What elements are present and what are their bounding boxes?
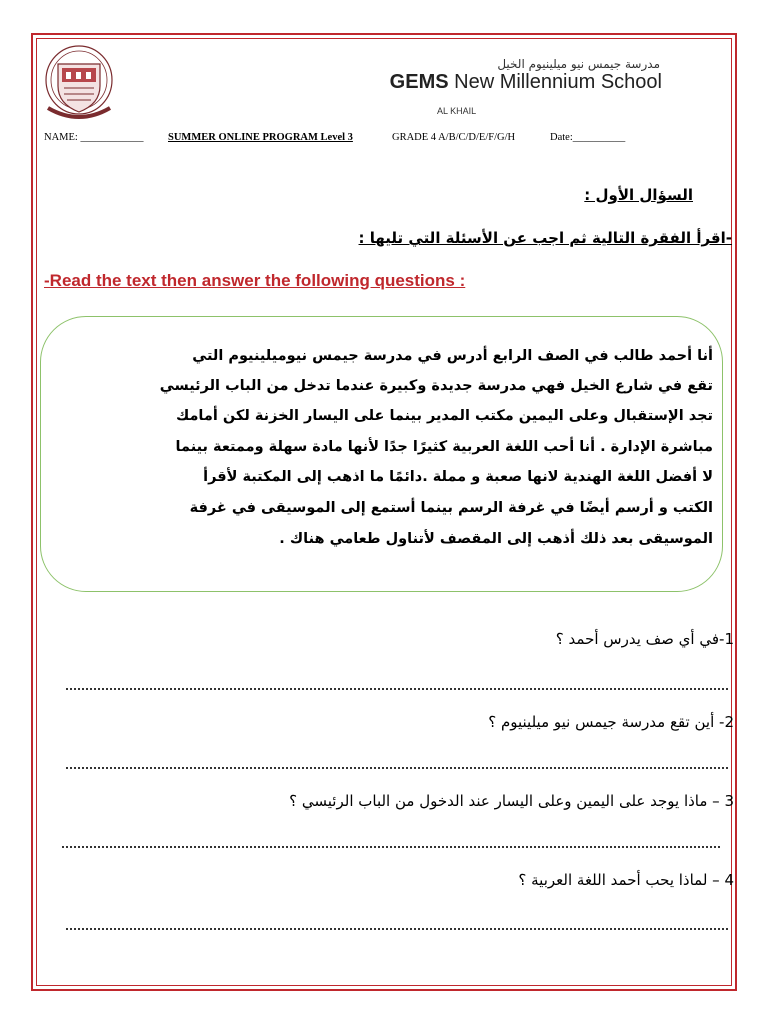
school-name: [370, 71, 662, 94]
passage-line: الموسيقى بعد ذلك أذهب إلى المقصف لأتناول طعامي هناك .: [279, 531, 713, 547]
question-4: 4 – لماذا يحب أحمد اللغة العربية ؟: [518, 871, 734, 889]
passage-line: تقع في شارع الخيل فهي مدرسة جديدة وكبيرة عندما تدخل من الباب الرئيسي: [159, 378, 713, 394]
instruction-arabic: -اقرأ الفقرة التالية ثم اجب عن الأسئلة التي تليها :: [358, 229, 732, 247]
instruction-english: -Read the text then answer the following questions :: [44, 271, 466, 290]
answer-line-2[interactable]: [66, 767, 728, 769]
question-2: 2- أين تقع مدرسة جيمس نيو ميلينيوم ؟: [488, 713, 734, 731]
date-field-label: Date:__________: [550, 132, 626, 143]
question-3: 3 – ماذا يوجد على اليمين وعلى اليسار عند الدخول من الباب الرئيسي ؟: [289, 792, 734, 810]
grade-label: GRADE 4 A/B/C/D/E/F/G/H: [392, 132, 516, 143]
passage-line: لا أفضل اللغة الهندية لانها صعبة و مملة .دائمًا ما اذهب إلى المكتبة لأقرأ: [203, 469, 713, 485]
passage-line: تجد الإستقبال وعلى اليمين مكتب المدير بينما على اليسار الخزنة لكن أمامك: [175, 408, 713, 424]
passage-line: الكتب و أرسم أيضًا في غرفة الرسم بينما أستمع إلى الموسيقى في غرفة: [189, 500, 713, 516]
school-name-arabic: مدرسة جيمس نيو ميلينيوم الخيل: [497, 57, 660, 71]
passage-line: مباشرة الإدارة . أنا أحب اللغة العربية كثيرًا جدًا لأنها مادة سهلة وممتعة بينما: [175, 439, 713, 455]
answer-line-4[interactable]: [66, 928, 728, 930]
program-title: SUMMER ONLINE PROGRAM Level 3: [168, 132, 353, 143]
school-location: AL KHAIL: [437, 106, 477, 116]
name-field-label: NAME: ____________: [44, 132, 144, 143]
answer-line-3[interactable]: [62, 846, 720, 848]
question-1: 1-في أي صف يدرس أحمد ؟: [555, 630, 734, 648]
school-crest-logo: [44, 42, 114, 124]
school-name-brand: GEMS: [389, 71, 449, 93]
question-title: السؤال الأول :: [584, 186, 693, 204]
school-name-rest: New Millennium School: [448, 71, 662, 93]
answer-line-1[interactable]: [66, 688, 728, 690]
passage-line: أنا أحمد طالب في الصف الرابع أدرس في مدرسة جيمس نيوميلينيوم التي: [192, 348, 713, 364]
